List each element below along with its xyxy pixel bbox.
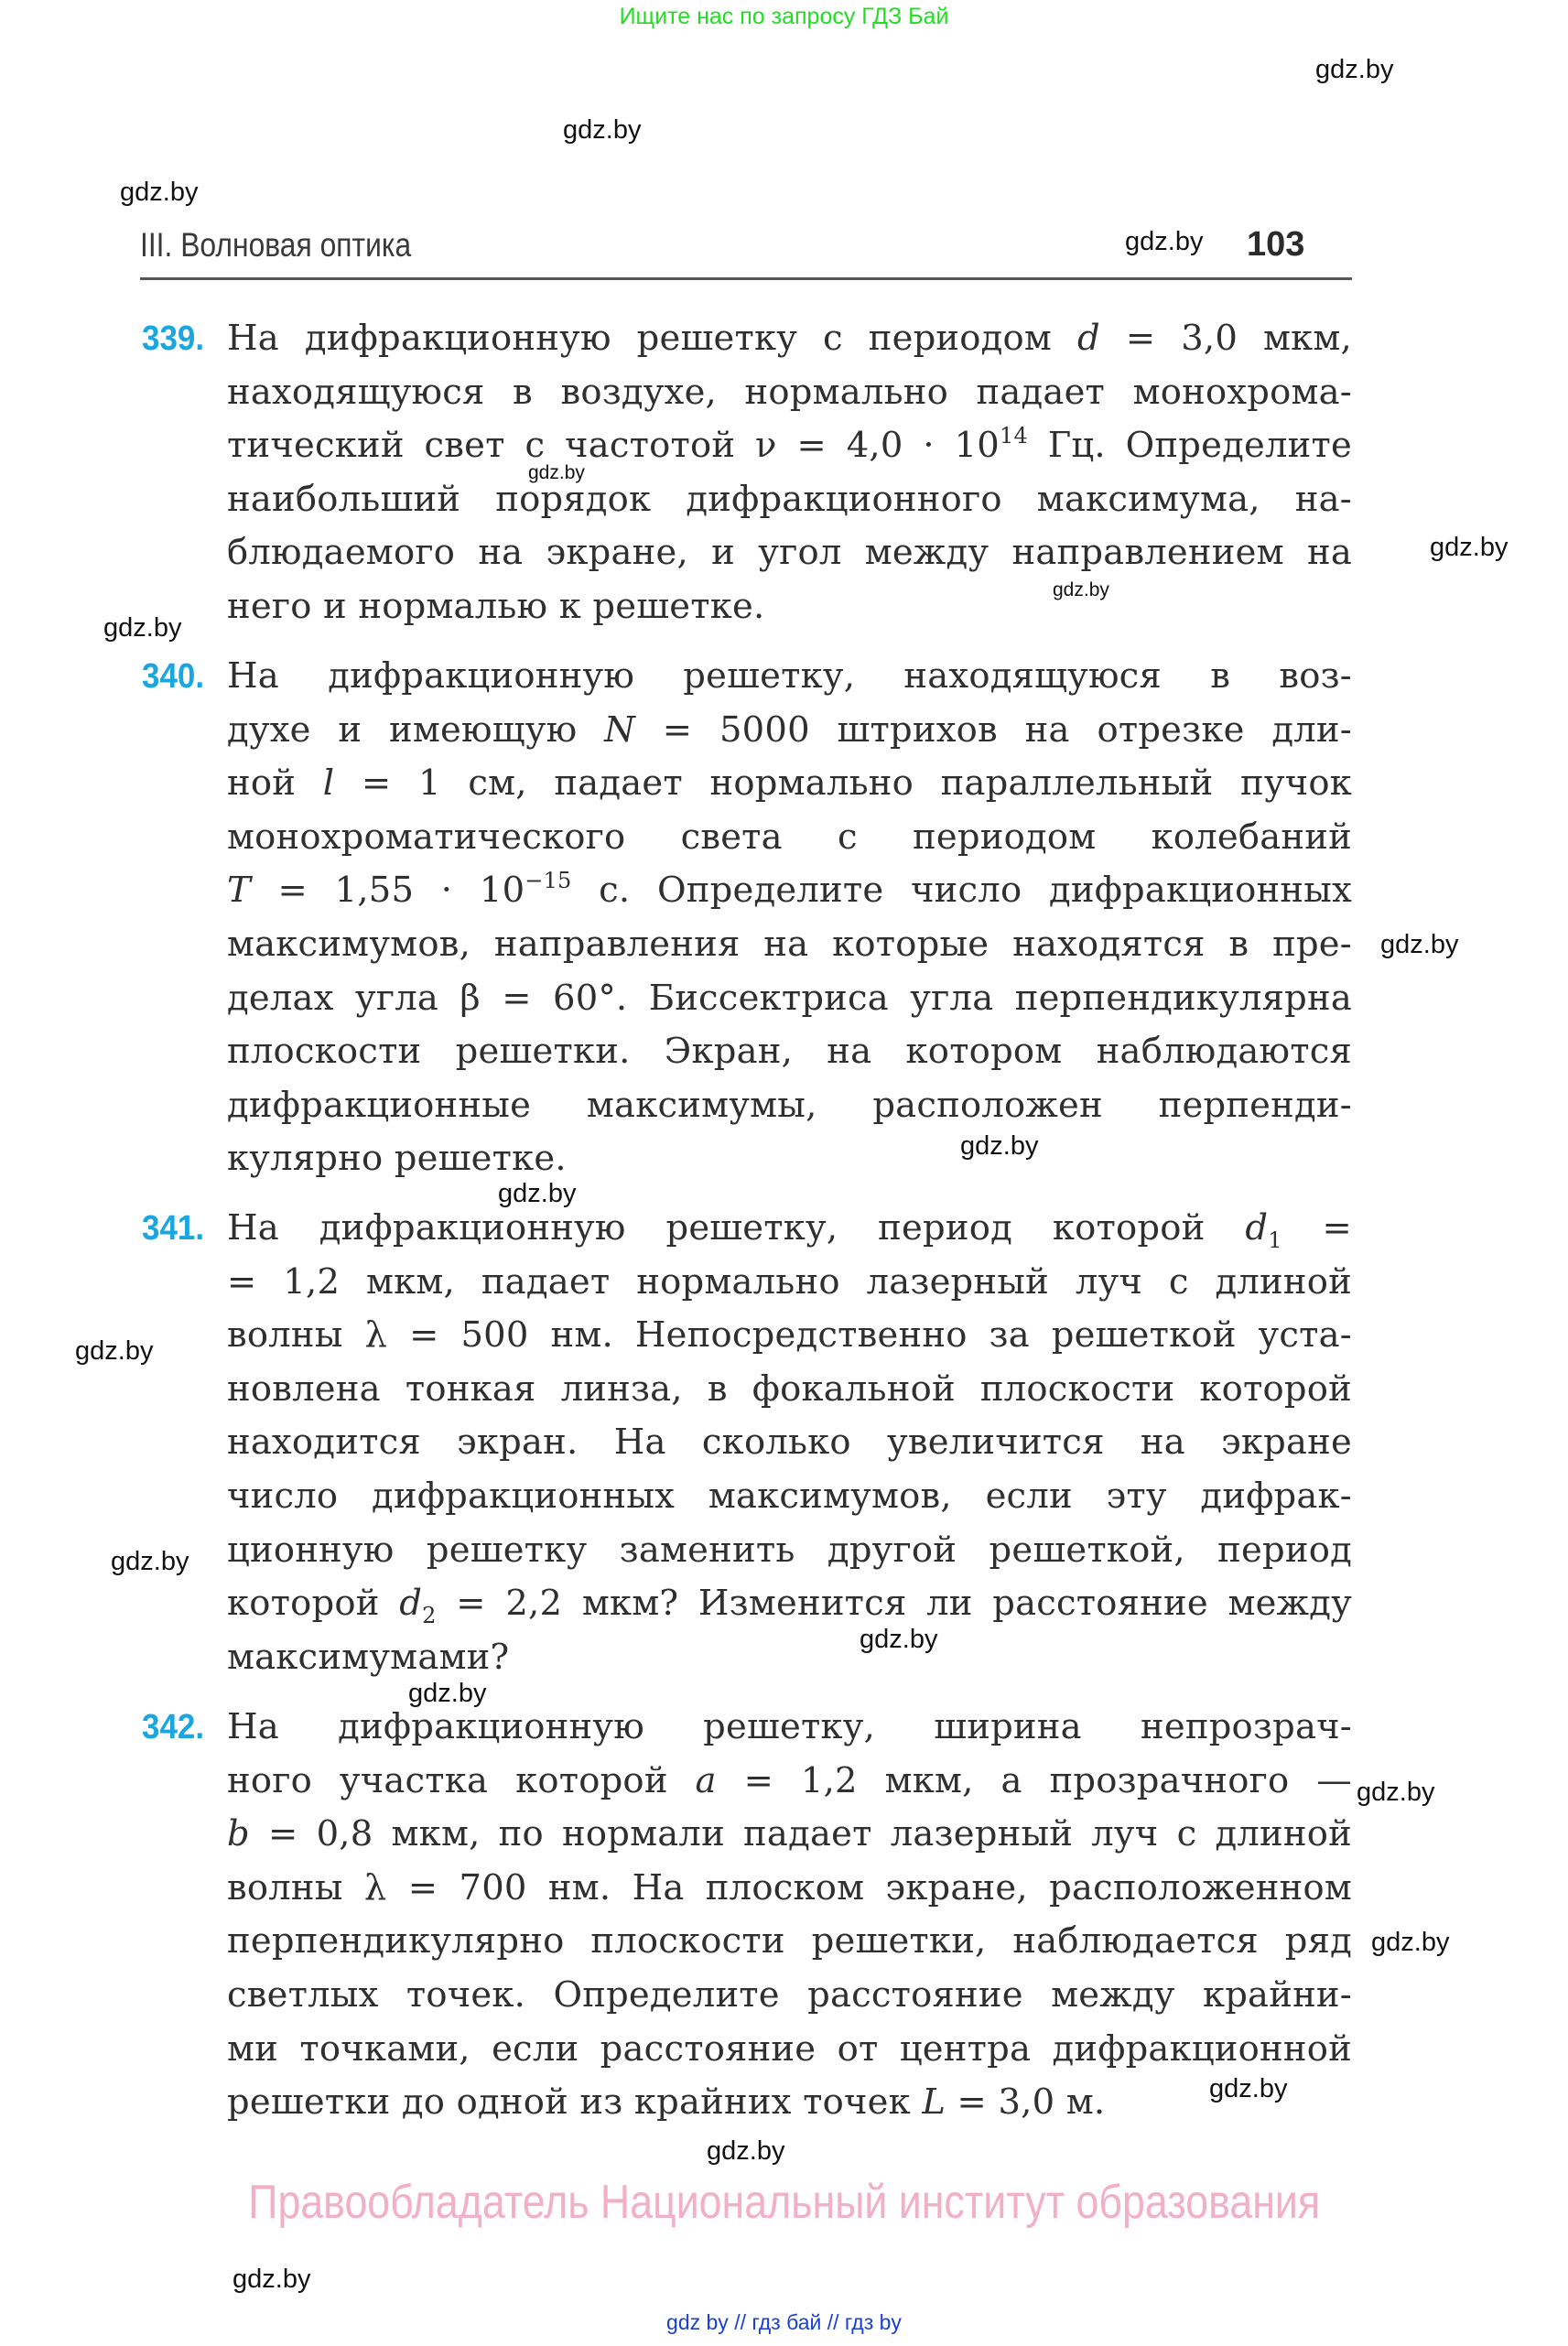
problem-text-line bbox=[227, 1701, 1352, 1755]
text-segment: наибольший порядок дифракционного максимума, на- bbox=[227, 478, 1352, 520]
watermark: gdz.by bbox=[960, 1131, 1039, 1161]
problem-number: 340. bbox=[142, 657, 205, 696]
text-segment: тический свет с частотой ν = 4,0 · 10 bbox=[227, 425, 1000, 467]
copyright-text: Правообладатель Национальный институт образования bbox=[248, 2176, 1320, 2229]
problem-text-line bbox=[227, 2023, 1352, 2077]
text-segment: = 3,0 мкм, bbox=[1099, 318, 1352, 359]
text-segment: с. Определите число дифракционных bbox=[571, 870, 1352, 912]
problem-text-line bbox=[227, 918, 1352, 972]
text-segment: блюдаемого на экране, и угол между направлением на bbox=[227, 532, 1352, 574]
watermark: gdz.by bbox=[860, 1625, 938, 1654]
text-segment: светлых точек. Определите расстояние между крайни- bbox=[227, 1973, 1352, 2016]
text-segment: ми точками, если расстояние от центра дифракционной bbox=[227, 2027, 1352, 2070]
watermark: gdz.by bbox=[498, 1179, 577, 1208]
problem-text-line bbox=[227, 1202, 1352, 1256]
problem-text-line bbox=[227, 312, 1352, 366]
problem-341 bbox=[140, 1202, 1352, 1684]
text-segment: ной bbox=[227, 762, 323, 805]
problem-text-line bbox=[227, 1132, 1352, 1186]
text-segment: На дифракционную решетку, период которой bbox=[227, 1207, 1246, 1249]
problem-number: 339. bbox=[142, 319, 205, 358]
problem-339 bbox=[140, 312, 1352, 634]
text-segment: новлена тонкая линза, в фокальной плоскости которой bbox=[227, 1368, 1352, 1410]
problem-text-line bbox=[227, 1079, 1352, 1133]
problem-text-line bbox=[227, 650, 1352, 704]
math-variable: N bbox=[604, 708, 635, 751]
footer-links[interactable]: gdz by // гдз бай // гдз by bbox=[666, 2310, 902, 2334]
text-segment: монохроматического света с периодом колебаний bbox=[227, 816, 1352, 858]
text-segment: него и нормалью к решетке. bbox=[227, 585, 765, 627]
problem-text-line bbox=[227, 1524, 1352, 1578]
watermark: gdz.by bbox=[528, 462, 585, 483]
problem-text-line bbox=[227, 1470, 1352, 1524]
problem-text-line bbox=[227, 1025, 1352, 1079]
superscript: 14 bbox=[999, 423, 1028, 449]
watermark: gdz.by bbox=[1315, 55, 1394, 84]
text-segment: дифракционные максимумы, расположен перпенди- bbox=[227, 1084, 1352, 1126]
watermark: gdz.by bbox=[103, 613, 182, 643]
problem-text-line bbox=[227, 1256, 1352, 1310]
watermark: gdz.by bbox=[1209, 2074, 1288, 2103]
text-segment: максимумов, направления на которые находятся в пре- bbox=[227, 923, 1352, 965]
text-segment: число дифракционных максимумов, если эту дифрак- bbox=[227, 1475, 1352, 1517]
problem-number: 342. bbox=[142, 1708, 205, 1746]
text-segment: = 1,55 · 10 bbox=[250, 870, 525, 912]
problem-text-line bbox=[227, 864, 1352, 918]
problem-text-line bbox=[227, 2076, 1352, 2130]
text-segment: духе и имеющую bbox=[227, 708, 605, 751]
problem-text-line bbox=[227, 1969, 1352, 2023]
text-segment: На дифракционную решетку с периодом bbox=[227, 318, 1078, 359]
problem-text-line bbox=[227, 1755, 1352, 1809]
header-divider bbox=[140, 277, 1352, 280]
problem-text-line bbox=[227, 757, 1352, 811]
text-segment: ного участка которой bbox=[227, 1759, 696, 1801]
problem-text-line bbox=[227, 1808, 1352, 1862]
text-segment: которой bbox=[227, 1583, 400, 1625]
watermark: gdz.by bbox=[707, 2136, 785, 2166]
problem-number: 341. bbox=[142, 1209, 205, 1248]
text-segment: волны λ = 700 нм. На плоском экране, расположенном bbox=[227, 1866, 1352, 1908]
problem-340 bbox=[140, 650, 1352, 1186]
math-variable: L bbox=[922, 2081, 946, 2124]
text-segment: = 2,2 мкм? Изменится ли расстояние между bbox=[436, 1583, 1352, 1625]
text-segment: На дифракционную решетку, находящуюся в воз- bbox=[227, 655, 1352, 697]
problem-text-line bbox=[227, 1416, 1352, 1470]
problem-text-line bbox=[227, 704, 1352, 758]
text-segment: ционную решетку заменить другой решеткой, период bbox=[227, 1529, 1352, 1571]
watermark: gdz.by bbox=[408, 1679, 487, 1708]
text-segment: волны λ = 500 нм. Непосредственно за решеткой уста- bbox=[227, 1314, 1352, 1357]
problem-text-line bbox=[227, 811, 1352, 865]
text-segment: плоскости решетки. Экран, на котором наблюдаются bbox=[227, 1031, 1352, 1073]
watermark: gdz.by bbox=[1380, 930, 1459, 959]
text-segment: максимумами? bbox=[227, 1636, 510, 1678]
section-title: III. Волновая оптика bbox=[140, 226, 412, 264]
math-variable: T bbox=[227, 870, 251, 912]
problem-text-line bbox=[227, 1577, 1352, 1631]
problem-text-line bbox=[227, 1309, 1352, 1363]
problem-text-line bbox=[227, 1862, 1352, 1916]
text-segment: На дифракционную решетку, ширина непрозрач- bbox=[227, 1706, 1352, 1747]
text-segment: = bbox=[1281, 1207, 1352, 1249]
text-segment: = 1,2 мкм, падает нормально лазерный луч с длиной bbox=[227, 1260, 1352, 1303]
watermark: gdz.by bbox=[75, 1336, 154, 1366]
watermark: gdz.by bbox=[1357, 1778, 1435, 1807]
text-segment: = 0,8 мкм, по нормали падает лазерный луч с длиной bbox=[249, 1813, 1352, 1855]
watermark: gdz.by bbox=[232, 2265, 311, 2294]
math-variable: d bbox=[1245, 1207, 1269, 1249]
text-segment: = 1,2 мкм, а прозрачного — bbox=[716, 1759, 1352, 1801]
text-segment: находящуюся в воздухе, нормально падает монохрома- bbox=[227, 371, 1352, 413]
math-variable: d bbox=[1077, 318, 1100, 359]
watermark: gdz.by bbox=[1371, 1928, 1450, 1957]
text-segment: = 3,0 м. bbox=[946, 2081, 1106, 2124]
watermark: gdz.by bbox=[1125, 227, 1204, 256]
problem-text-line bbox=[227, 473, 1352, 527]
text-segment: кулярно решетке. bbox=[227, 1138, 567, 1180]
problem-text-line bbox=[227, 1915, 1352, 1969]
superscript: −15 bbox=[524, 868, 572, 894]
problem-text-line bbox=[227, 366, 1352, 420]
search-hint-banner: Ищите нас по запросу ГДЗ Бай bbox=[619, 4, 949, 29]
math-variable: b bbox=[227, 1813, 250, 1855]
problem-342 bbox=[140, 1701, 1352, 2130]
copyright-notice bbox=[0, 2175, 1568, 2230]
text-segment: = 1 см, падает нормально параллельный пучок bbox=[334, 762, 1352, 805]
text-segment: Гц. Определите bbox=[1027, 425, 1352, 467]
math-variable: a bbox=[695, 1759, 717, 1801]
page-number: 103 bbox=[1247, 225, 1305, 264]
watermark: gdz.by bbox=[120, 178, 199, 207]
problem-text-line bbox=[227, 419, 1352, 473]
problem-text-line bbox=[227, 1631, 1352, 1685]
math-variable: d bbox=[399, 1583, 423, 1625]
text-segment: = 5000 штрихов на отрезке дли- bbox=[634, 708, 1352, 751]
problem-text-line bbox=[227, 1363, 1352, 1417]
problem-text-line bbox=[227, 580, 1352, 634]
watermark: gdz.by bbox=[563, 115, 642, 145]
subscript: 2 bbox=[422, 1603, 437, 1629]
problem-text-line bbox=[227, 972, 1352, 1026]
text-segment: делах угла β = 60°. Биссектриса угла перпендикулярна bbox=[227, 977, 1352, 1019]
problem-text-line bbox=[227, 526, 1352, 580]
text-segment: находится экран. На сколько увеличится на экране bbox=[227, 1422, 1352, 1464]
subscript: 1 bbox=[1268, 1227, 1282, 1253]
watermark: gdz.by bbox=[111, 1547, 189, 1576]
text-segment: перпендикулярно плоскости решетки, наблюдается ряд bbox=[227, 1920, 1352, 1962]
watermark: gdz.by bbox=[1430, 533, 1509, 562]
watermark: gdz.by bbox=[1053, 579, 1109, 600]
text-segment: решетки до одной из крайних точек bbox=[227, 2081, 923, 2124]
math-variable: l bbox=[322, 762, 335, 805]
